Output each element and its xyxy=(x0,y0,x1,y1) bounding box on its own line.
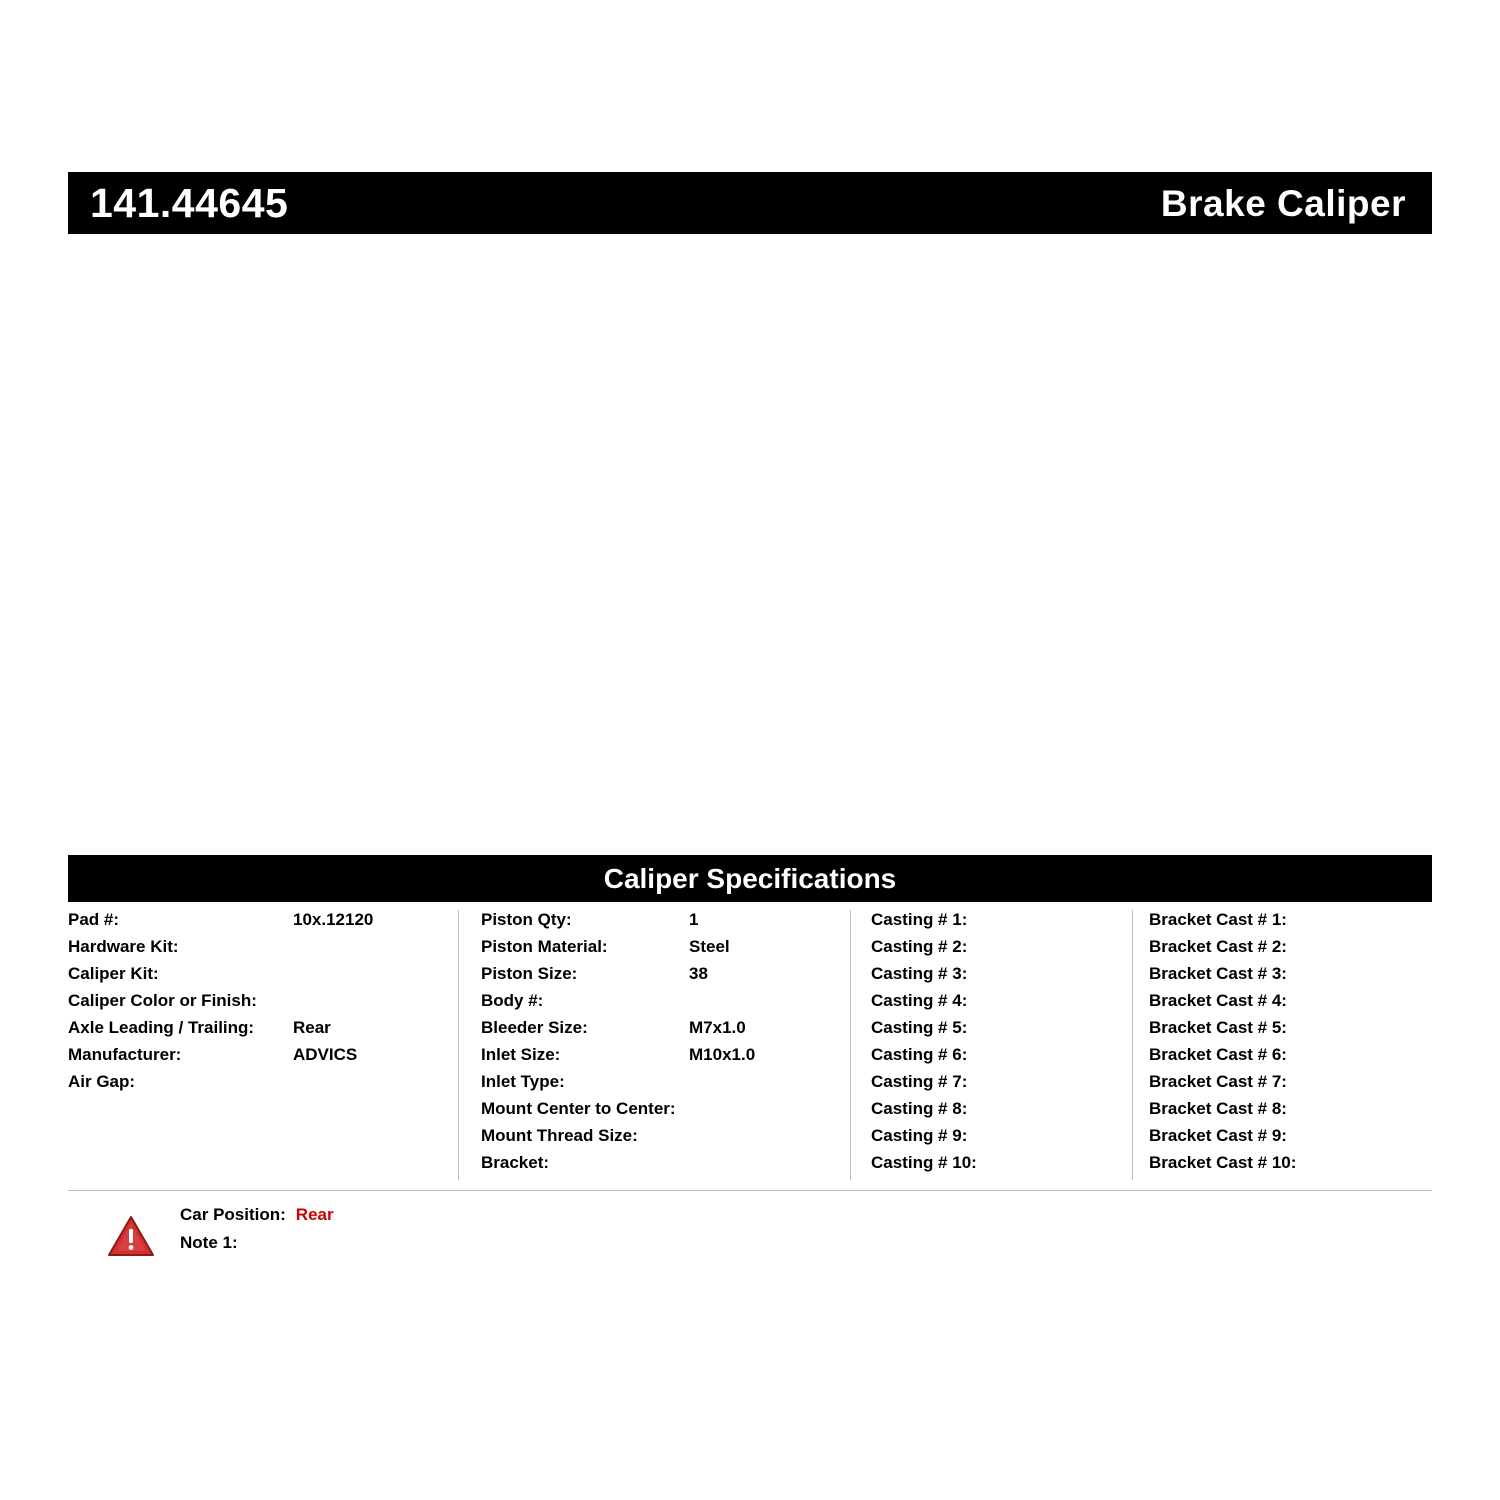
spec-row xyxy=(871,1045,1132,1072)
spec-label: Manufacturer: xyxy=(68,1045,182,1064)
spec-label: Air Gap: xyxy=(68,1072,136,1091)
spec-row xyxy=(871,1018,1132,1045)
spec-label: Bracket Cast # 10: xyxy=(1149,1153,1297,1172)
caliper-specifications-section xyxy=(68,855,1432,1261)
spec-row xyxy=(68,1018,458,1045)
spec-label: Piston Material: xyxy=(481,937,608,956)
spec-value: 38 xyxy=(689,964,708,983)
spec-label: Inlet Size: xyxy=(481,1045,561,1064)
spec-row xyxy=(481,1045,850,1072)
spec-label: Casting # 7: xyxy=(871,1072,968,1091)
spec-value: ADVICS xyxy=(293,1045,358,1064)
spec-label: Mount Center to Center: xyxy=(481,1099,676,1118)
product-image-area xyxy=(68,240,1432,850)
spec-label: Casting # 5: xyxy=(871,1018,968,1037)
spec-label: Casting # 6: xyxy=(871,1045,968,1064)
spec-label: Bleeder Size: xyxy=(481,1018,588,1037)
footer-note-area xyxy=(68,1191,1432,1261)
spec-label: Bracket Cast # 3: xyxy=(1149,964,1287,983)
spec-label: Casting # 4: xyxy=(871,991,968,1010)
spec-label: Casting # 9: xyxy=(871,1126,968,1145)
note-value: Rear xyxy=(295,1205,334,1224)
spec-row xyxy=(1149,1072,1432,1099)
spec-row xyxy=(1149,964,1432,991)
spec-row xyxy=(481,1153,850,1180)
spec-label: Inlet Type: xyxy=(481,1072,565,1091)
spec-row xyxy=(871,910,1132,937)
spec-row xyxy=(1149,910,1432,937)
spec-row xyxy=(68,1045,458,1072)
product-header-bar xyxy=(68,172,1432,234)
spec-label: Caliper Kit: xyxy=(68,964,159,983)
spec-row xyxy=(68,964,458,991)
spec-label: Body #: xyxy=(481,991,544,1010)
spec-label: Bracket Cast # 5: xyxy=(1149,1018,1287,1037)
specifications-columns xyxy=(68,902,1432,1191)
spec-row xyxy=(481,937,850,964)
spec-value: Steel xyxy=(689,937,730,956)
spec-value: M10x1.0 xyxy=(689,1045,756,1064)
spec-label: Bracket Cast # 9: xyxy=(1149,1126,1287,1145)
spec-value: M7x1.0 xyxy=(689,1018,746,1037)
spec-label: Casting # 10: xyxy=(871,1153,977,1172)
spec-row xyxy=(481,1018,850,1045)
spec-label: Bracket Cast # 1: xyxy=(1149,910,1287,929)
note-row-car-position xyxy=(180,1205,334,1233)
spec-row xyxy=(871,937,1132,964)
spec-row xyxy=(871,1153,1132,1180)
specifications-title: Caliper Specifications xyxy=(603,862,897,894)
note-lines xyxy=(180,1205,334,1261)
spec-row xyxy=(68,991,458,1018)
spec-label: Casting # 2: xyxy=(871,937,968,956)
spec-label: Piston Size: xyxy=(481,964,578,983)
spec-label: Bracket Cast # 7: xyxy=(1149,1072,1287,1091)
spec-label: Mount Thread Size: xyxy=(481,1126,638,1145)
spec-row xyxy=(481,1099,850,1126)
spec-row xyxy=(871,1099,1132,1126)
spec-row xyxy=(481,991,850,1018)
spec-row xyxy=(1149,1126,1432,1153)
spec-row xyxy=(871,964,1132,991)
spec-row xyxy=(1149,1018,1432,1045)
spec-label: Casting # 8: xyxy=(871,1099,968,1118)
spec-column-piston xyxy=(458,910,850,1180)
spec-label: Caliper Color or Finish: xyxy=(68,991,257,1010)
specifications-title-bar xyxy=(68,855,1432,902)
spec-row xyxy=(481,964,850,991)
spec-row xyxy=(481,1072,850,1099)
note-label: Note 1: xyxy=(180,1233,238,1252)
spec-label: Piston Qty: xyxy=(481,910,572,929)
spec-label: Bracket Cast # 4: xyxy=(1149,991,1287,1010)
spec-label: Pad #: xyxy=(68,910,120,929)
spec-row xyxy=(871,1072,1132,1099)
spec-row xyxy=(68,937,458,964)
spec-label: Casting # 3: xyxy=(871,964,968,983)
spec-row xyxy=(1149,991,1432,1018)
spec-label: Bracket: xyxy=(481,1153,550,1172)
spec-row xyxy=(871,1126,1132,1153)
spec-value: Rear xyxy=(293,1018,331,1037)
spec-column-casting xyxy=(850,910,1132,1180)
spec-row xyxy=(1149,1153,1432,1180)
spec-row xyxy=(871,991,1132,1018)
spec-label: Hardware Kit: xyxy=(68,937,179,956)
spec-label: Bracket Cast # 8: xyxy=(1149,1099,1287,1118)
spec-row xyxy=(481,910,850,937)
spec-row xyxy=(1149,1045,1432,1072)
spec-column-bracket-casting xyxy=(1132,910,1432,1180)
product-type-title: Brake Caliper xyxy=(1160,182,1406,224)
spec-row xyxy=(1149,1099,1432,1126)
spec-column-general xyxy=(68,910,458,1180)
part-number: 141.44645 xyxy=(90,179,289,226)
spec-label: Bracket Cast # 2: xyxy=(1149,937,1287,956)
spec-value: 1 xyxy=(689,910,699,929)
spec-label: Bracket Cast # 6: xyxy=(1149,1045,1287,1064)
spec-label: Axle Leading / Trailing: xyxy=(68,1018,255,1037)
note-row-note-1 xyxy=(180,1233,334,1261)
note-label: Car Position: xyxy=(180,1205,286,1224)
spec-row xyxy=(1149,937,1432,964)
spec-row xyxy=(481,1126,850,1153)
spec-row xyxy=(68,1072,458,1099)
spec-label: Casting # 1: xyxy=(871,910,968,929)
warning-triangle-icon xyxy=(108,1215,154,1257)
spec-row xyxy=(68,910,458,937)
spec-value: 10x.12120 xyxy=(293,910,374,929)
